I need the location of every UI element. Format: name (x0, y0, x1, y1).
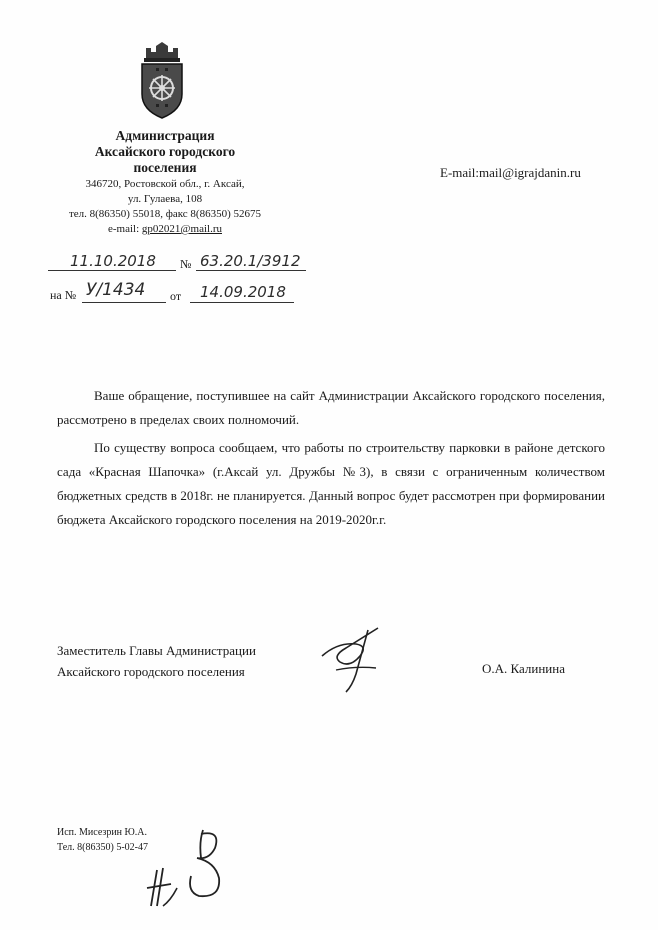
signature-icon (316, 622, 390, 696)
incoming-date-underline (190, 302, 294, 303)
incoming-from-label: от (170, 289, 182, 303)
organization-address: 346720, Ростовской обл., г. Аксай, ул. Гулаева, 108 тел. 8(86350) 55018, факс 8(86350) 52675 (68, 178, 262, 220)
body-paragraph: По существу вопроса сообщаем, что работы по строительству парковки в районе детского сада «Красная Шапочка» (г.Аксай ул. Дружбы №3), в связи с ограниченным количеством бюджетных средств в 2018г. не планируется. Данный вопрос будет рассмотрен при формировании бюджета Аксайского городского поселения на 2019-2020г.г. (57, 440, 605, 527)
handwritten-initials-icon (141, 822, 227, 912)
outgoing-number-underline (196, 270, 306, 271)
outgoing-date-underline (48, 270, 176, 271)
outgoing-number-label: № (180, 257, 192, 271)
email-label: e-mail: (108, 223, 142, 235)
incoming-number: У/1434 (86, 280, 146, 300)
signatory-title: Заместитель Главы Администрации Аксайского городского поселения (57, 643, 256, 679)
incoming-number-label: на № (50, 288, 77, 302)
signatory-name: О.А. Калинина (482, 661, 565, 676)
outgoing-date: 11.10.2018 (70, 252, 156, 270)
outgoing-number: 63.20.1/3912 (200, 252, 301, 270)
executor-info: Исп. Мисезрин Ю.А. Тел. 8(86350) 5-02-47 (57, 827, 148, 853)
organization-name: Администрация Аксайского городского поселения (94, 128, 236, 175)
letter-body (57, 384, 605, 536)
incoming-number-underline (82, 302, 166, 303)
organization-email[interactable]: gp02021@mail.ru (141, 223, 222, 235)
incoming-date: 14.09.2018 (200, 283, 286, 301)
organization-email-line (40, 222, 290, 237)
recipient-email: E-mail:mail@igrajdanin.ru (440, 165, 581, 180)
coat-of-arms-icon (134, 40, 190, 120)
sender-block (40, 128, 290, 237)
body-paragraph: Ваше обращение, поступившее на сайт Администрации Аксайского городского поселения, рассмотрено в пределах своих полномочий. (57, 388, 605, 427)
